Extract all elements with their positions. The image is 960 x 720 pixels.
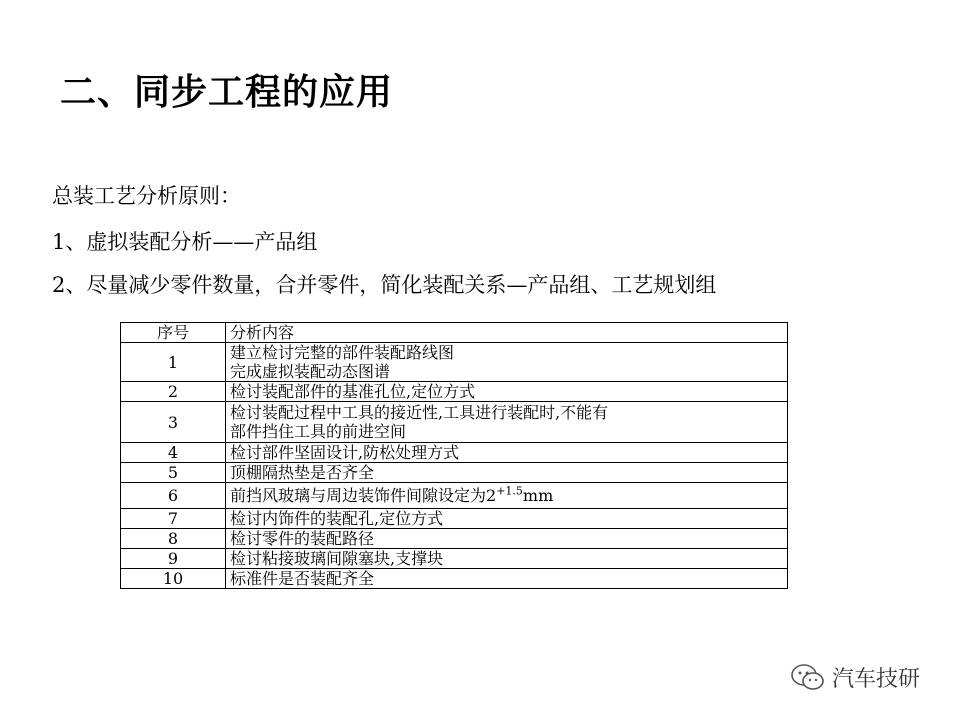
header-content: 分析内容 <box>226 323 788 343</box>
row-no: 9 <box>121 549 226 569</box>
row-no: 4 <box>121 443 226 463</box>
row-content-unit: mm <box>522 486 554 505</box>
row-content-line: 检讨装配过程中工具的接近性,工具进行装配时,不能有 <box>230 403 609 422</box>
row-no: 3 <box>121 402 226 443</box>
row-no: 1 <box>121 343 226 382</box>
watermark <box>790 662 920 693</box>
table-row <box>121 569 788 589</box>
row-content <box>226 402 788 443</box>
analysis-table <box>120 322 788 589</box>
row-no: 2 <box>121 382 226 402</box>
table-row <box>121 463 788 483</box>
row-content-line: 建立检讨完整的部件装配路线图 <box>230 343 455 362</box>
table-row <box>121 549 788 569</box>
row-content: 检讨部件坚固设计,防松处理方式 <box>226 443 788 463</box>
row-content-text: 前挡风玻璃与周边装饰件间隙设定为2 <box>230 486 497 505</box>
page-title: 二、同步工程的应用 <box>60 72 394 113</box>
row-content: 检讨内饰件的装配孔,定位方式 <box>226 509 788 529</box>
header-no: 序号 <box>121 323 226 343</box>
principle-item-2: 2、尽量减少零件数量，合并零件，简化装配关系—产品组、工艺规划组 <box>52 273 717 297</box>
table-header-row <box>121 323 788 343</box>
row-content: 标准件是否装配齐全 <box>226 569 788 589</box>
table-row <box>121 529 788 549</box>
row-content: 检讨粘接玻璃间隙塞块,支撑块 <box>226 549 788 569</box>
row-no: 5 <box>121 463 226 483</box>
row-no: 6 <box>121 483 226 509</box>
table-row <box>121 382 788 402</box>
tolerance-superscript: +1.5 <box>496 484 523 498</box>
table-row <box>121 509 788 529</box>
row-content: 检讨零件的装配路径 <box>226 529 788 549</box>
table-row <box>121 443 788 463</box>
table-row <box>121 402 788 443</box>
principle-item-1: 1、虚拟装配分析——产品组 <box>52 230 318 254</box>
row-content: 顶棚隔热垫是否齐全 <box>226 463 788 483</box>
row-no: 7 <box>121 509 226 529</box>
row-content-line: 完成虚拟装配动态图谱 <box>230 362 391 381</box>
wechat-icon <box>790 663 826 693</box>
table-row <box>121 483 788 509</box>
watermark-text: 汽车技研 <box>832 667 921 692</box>
table-row <box>121 343 788 382</box>
row-content-line: 部件挡住工具的前进空间 <box>230 422 407 441</box>
row-content <box>226 483 788 509</box>
principles-heading: 总装工艺分析原则： <box>52 184 241 208</box>
row-content <box>226 343 788 382</box>
row-no: 8 <box>121 529 226 549</box>
row-no: 10 <box>121 569 226 589</box>
row-content: 检讨装配部件的基准孔位,定位方式 <box>226 382 788 402</box>
